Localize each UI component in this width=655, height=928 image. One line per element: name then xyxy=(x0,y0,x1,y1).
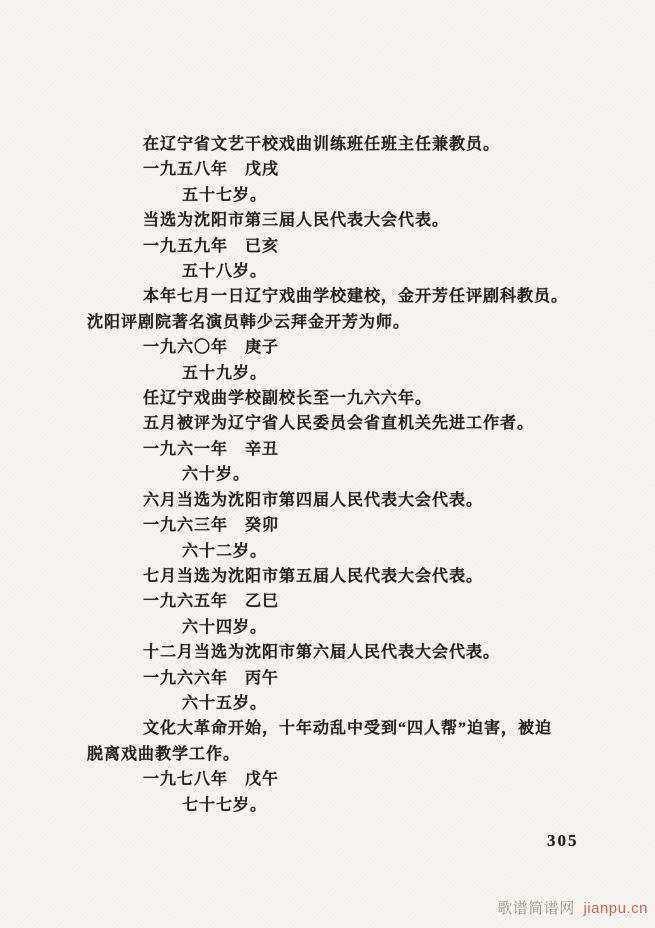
text-line: 一九六六年 丙午 xyxy=(143,669,280,687)
text-line: 当选为沈阳市第三届人民代表大会代表。 xyxy=(143,212,450,230)
text-line: 一九五八年 戊戌 xyxy=(143,161,280,179)
text-line: 一九五九年 已亥 xyxy=(143,237,280,255)
text-lines xyxy=(87,132,607,818)
text-line: 七月当选为沈阳市第五届人民代表大会代表。 xyxy=(143,567,484,585)
watermark-site-url: jianpu.cn xyxy=(583,900,648,917)
text-line: 五十九岁。 xyxy=(182,364,268,382)
text-line: 任辽宁戏曲学校副校长至一九六六年。 xyxy=(143,390,433,408)
text-line: 一九六一年 辛丑 xyxy=(143,440,280,458)
page-number: 305 xyxy=(547,831,579,850)
text-line: 一九六五年 乙巳 xyxy=(143,593,280,611)
text-line: 六月当选为沈阳市第四届人民代表大会代表。 xyxy=(143,491,484,509)
text-line: 五十七岁。 xyxy=(182,186,268,204)
text-line: 本年七月一日辽宁戏曲学校建校，金开芳任评剧科教员。 xyxy=(143,288,569,306)
text-line: 六十四岁。 xyxy=(182,618,268,636)
text-line: 十二月当选为沈阳市第六届人民代表大会代表。 xyxy=(143,644,501,662)
text-line: 七十七岁。 xyxy=(182,796,268,814)
text-line: 六十五岁。 xyxy=(182,694,268,712)
text-line: 六十岁。 xyxy=(182,466,251,484)
text-line: 在辽宁省文艺干校戏曲训练班任班主任兼教员。 xyxy=(143,136,501,153)
text-line: 一九六三年 癸卯 xyxy=(143,517,280,535)
watermark xyxy=(497,897,648,918)
text-line: 文化大革命开始，十年动乱中受到“四人帮”迫害，被迫 xyxy=(143,720,553,738)
text-line: 一九六〇年 庚子 xyxy=(143,339,280,357)
text-line: 沈阳评剧院著名演员韩少云拜金开芳为师。 xyxy=(87,313,411,331)
text-line: 六十二岁。 xyxy=(182,542,268,560)
text-line: 脱离戏曲教学工作。 xyxy=(87,745,241,763)
text-line: 五月被评为辽宁省人民委员会省直机关先进工作者。 xyxy=(143,415,535,433)
text-line: 一九七八年 戊午 xyxy=(143,771,280,789)
watermark-site-name: 歌谱简谱网 xyxy=(497,900,575,917)
text-line: 五十八岁。 xyxy=(182,263,268,281)
